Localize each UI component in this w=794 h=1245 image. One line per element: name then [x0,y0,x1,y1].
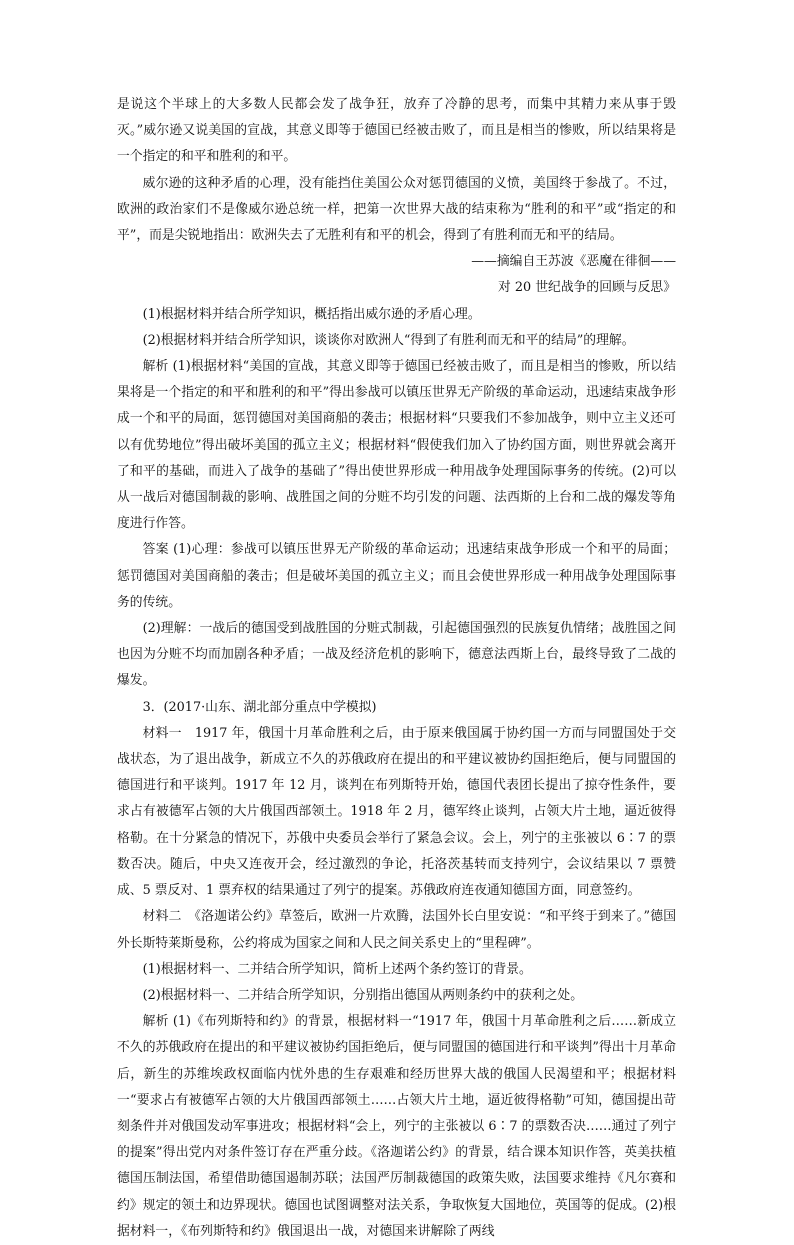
source-citation-line-1: ——摘编自王苏波《恶魔在徘徊—— [471,254,676,270]
answer-paragraph-2: (2)理解：一战后的德国受到战胜国的分赃式制裁，引起德国强烈的民族复仇情绪；战胜国之间也因为分赃不均而加剧各种矛盾；一战及经济危机的影响下，德意法西斯上台，最终导致了二战的爆发。 [117,621,676,689]
analysis-paragraph-3: 解析 (1)《布列斯特和约》的背景，根据材料一“1917 年，俄国十月革命胜利之后……新成立不久的苏俄政府在提出的和平建议被协约国拒绝后，便与同盟国的德国进行和平谈判”得出十月革命后，新生的苏维埃政权面临内忧外患的生存艰难和经历世界大战的俄国人民渴望和平；根据材料一“要求占有被德军占领的大片俄国西部领土……占领大片土地，逼近彼得格勒”可知，德国提出苛刻条件并对俄国发动军事进攻；根据材料“会上，列宁的主张被以 6∶7 的票数否决……通过了列宁的提案”得出党内对条件签订存在严重分歧。《洛迦诺公约》的背景，结合课本知识作答，英美扶植德国压制法国，希望借助德国遏制苏联；法国严厉制裁德国的政策失败，法国要求维持《凡尔赛和约》规定的领土和边界现状。德国也试图调整对法关系，争取恢复大国地位，英国等的促成。(2)根据材料一，《布列斯特和约》俄国退出一战，对德国来讲解除了两线 [117,1014,676,1239]
material-1: 材料一 1917 年，俄国十月革命胜利之后，由于原来俄国属于协约国一方而与同盟国处于交战状态，为了退出战争，新成立不久的苏俄政府在提出的和平建议被协约国拒绝后，便与同盟国的德国进行和平谈判。1917 年 12 月，谈判在布列斯特开始，德国代表团长提出了掠夺性条件，要求占有被德军占领的大片俄国西部领土。1918 年 2 月，德军终止谈判，占领大片土地，逼近彼得格勒。在十分紧急的情况下，苏俄中央委员会举行了紧急会议。会上，列宁的主张被以 6∶7 的票数否决。随后，中央又连夜开会，经过激烈的争论，托洛茨基转而支持列宁，会议结果以 7 票赞成、5 票反对、1 票弃权的结果通过了列宁的提案。苏俄政府连夜通知德国方面，同意签约。 [117,725,676,899]
document-page [117,92,676,1245]
paragraph-continuation: 是说这个半球上的大多数人民都会发了战争狂，放弃了冷静的思考，而集中其精力来从事于毁灭。”威尔逊又说美国的宣战，其意义即等于德国已经被击败了，而且是相当的惨败，所以结果将是一个指定的和平和胜利的和平。 [117,97,676,165]
question-3-header: 3．(2017·山东、湖北部分重点中学模拟) [142,699,377,715]
paragraph-wilson-contradiction: 威尔逊的这种矛盾的心理，没有能挡住美国公众对惩罚德国的义愤，美国终于参战了。不过，欧洲的政治家们不是像威尔逊总统一样，把第一次世界大战的结束称为“胜利的和平”或“指定的和平”，而是尖锐地指出：欧洲失去了无胜利有和平的机会，得到了有胜利而无和平的结局。 [117,175,676,244]
question-2: (2)根据材料并结合所学知识，谈谈你对欧洲人“得到了有胜利而无和平的结局”的理解。 [142,332,635,348]
question-1: (1)根据材料并结合所学知识，概括指出威尔逊的矛盾心理。 [142,306,481,322]
answer-paragraph-1: 答案 (1)心理：参战可以镇压世界无产阶级的革命运动；迅速结束战争形成一个和平的局面；惩罚德国对美国商船的袭击；但是破坏美国的孤立主义；而且会使世界形成一种用战争处理国际事务的传统。 [117,542,676,610]
question-3-1: (1)根据材料一、二并结合所学知识，简析上述两个条约签订的背景。 [142,961,532,977]
analysis-paragraph: 解析 (1)根据材料“美国的宣战，其意义即等于德国已经被击败了，而且是相当的惨败，所以结果将是一个指定的和平和胜利的和平”得出参战可以镇压世界无产阶级的革命运动，迅速结束战争形成一个和平的局面，惩罚德国对美国商船的袭击；根据材料“只要我们不参加战争，则中立主义还可以有优势地位”得出破坏美国的孤立主义；根据材料“假使我们加入了协约国方面，则世界就会离开了和平的基础，而进入了战争的基础了”得出使世界形成一种用战争处理国际事务的传统。(2)可以从一战后对德国制裁的影响、战胜国之间的分赃不均引发的问题、法西斯的上台和二战的爆发等角度进行作答。 [117,359,676,532]
question-3-2: (2)根据材料一、二并结合所学知识，分别指出德国从两则条约中的获利之处。 [142,987,584,1003]
material-2: 材料二 《洛迦诺公约》草签后，欧洲一片欢腾，法国外长白里安说：“和平终于到来了。”德国外长斯特莱斯曼称，公约将成为国家之间和人民之间关系史上的“里程碑”。 [117,909,676,951]
source-citation-line-2: 对 20 世纪战争的回顾与反思》 [498,280,676,296]
